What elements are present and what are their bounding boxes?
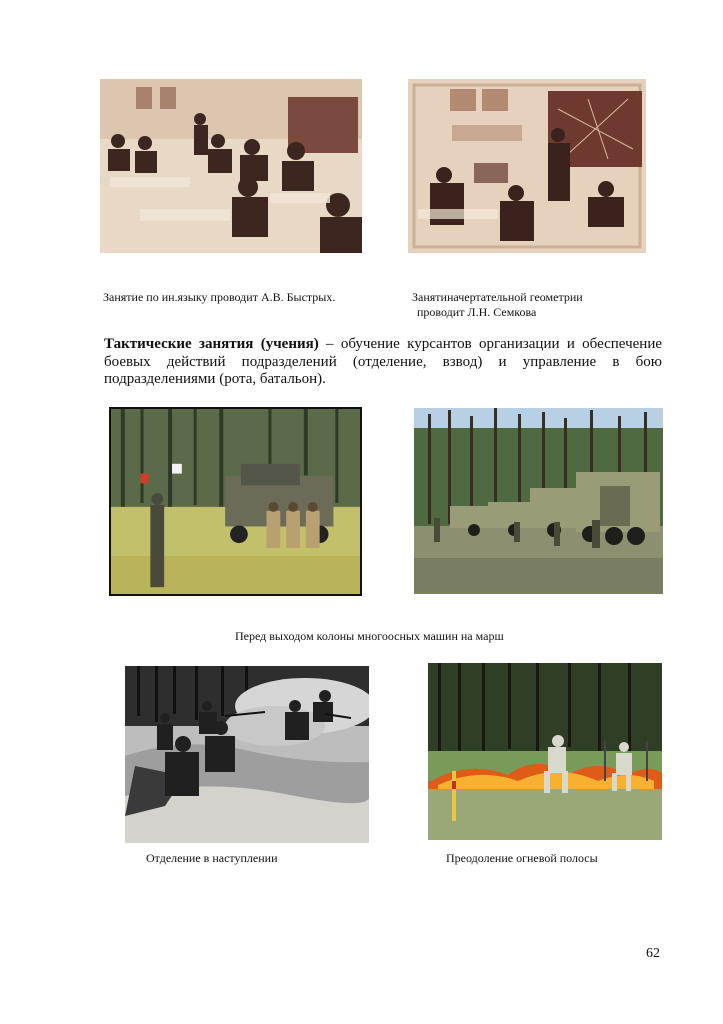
caption-vehicle-column: Перед выходом колоны многоосных машин на марш <box>235 629 504 643</box>
caption-geometry-lesson-line2: проводит Л.Н. Семкова <box>417 305 537 319</box>
tactical-term: Тактические занятия (учения) <box>104 336 319 352</box>
photo-fire-strip <box>428 663 662 840</box>
photo-squad-attack <box>125 666 369 843</box>
tactical-training-paragraph <box>104 336 662 389</box>
caption-fire-strip: Преодоление огневой полосы <box>446 851 598 865</box>
photo-classroom-geometry <box>408 79 646 253</box>
caption-language-lesson: Занятие по ин.языку проводит А.В. Быстрых. <box>103 290 336 304</box>
photo-classroom-language <box>100 79 362 253</box>
caption-squad-attack: Отделение в наступлении <box>146 851 278 865</box>
tactical-definition: – обучение курсантов организации и обеспечение боевых действий подразделений (отделение, взвод) и управление в бою подразделениями (рота, батальон). <box>104 336 663 387</box>
caption-geometry-lesson-line1: Занятиначертательной геометрии <box>412 290 583 304</box>
photo-vehicle-formation <box>109 407 362 596</box>
photo-vehicle-column <box>414 408 663 594</box>
page-number: 62 <box>646 946 660 961</box>
